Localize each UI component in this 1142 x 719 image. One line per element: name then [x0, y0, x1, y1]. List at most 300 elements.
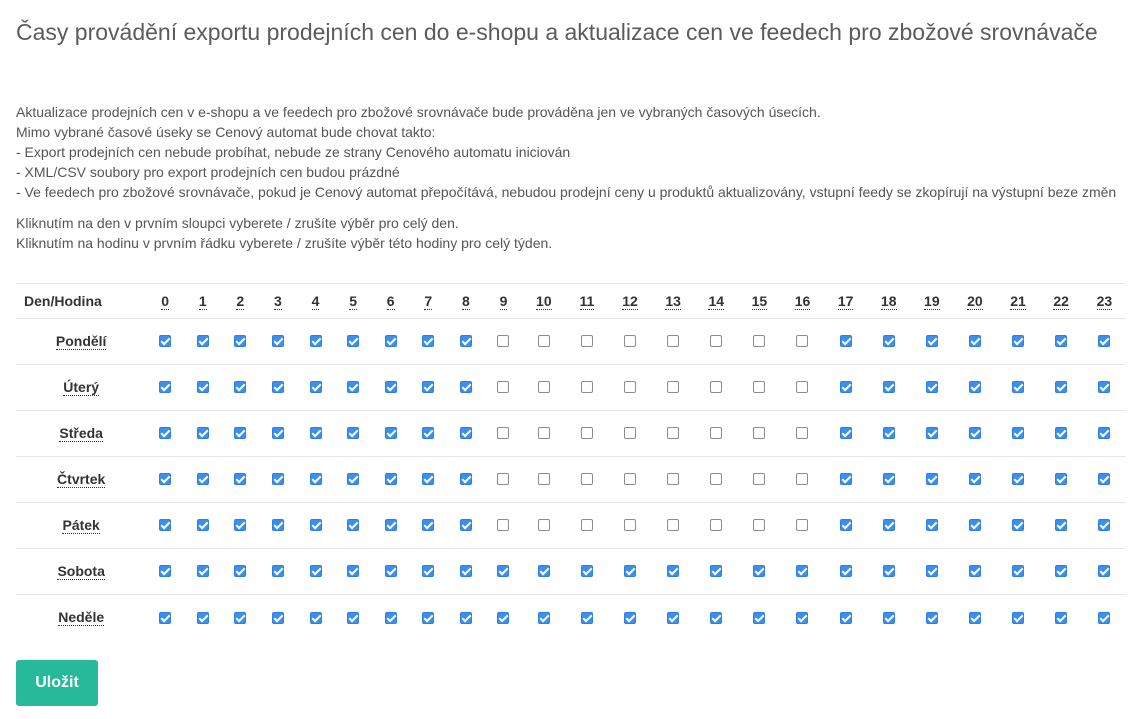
- checkbox-pondeli-9[interactable]: [497, 335, 509, 347]
- hour-cell: [334, 595, 372, 641]
- checkbox-pondeli-22[interactable]: [1055, 335, 1067, 347]
- description-line: Mimo vybrané časové úseky se Cenový automat bude chovat takto:: [16, 124, 436, 140]
- checkbox-pondeli-10[interactable]: [538, 335, 550, 347]
- checkbox-ctvrtek-15[interactable]: [753, 473, 765, 485]
- checkbox-utery-1[interactable]: [197, 381, 209, 393]
- hour-cell: [781, 319, 824, 365]
- hour-header-17: [824, 284, 867, 319]
- hour-header-15: [738, 284, 781, 319]
- checkbox-ctvrtek-16[interactable]: [796, 473, 808, 485]
- hour-cell: [259, 595, 297, 641]
- hour-toggle-23[interactable]: 23: [1096, 292, 1113, 309]
- hour-cell: [910, 457, 953, 503]
- description-line: - Export prodejních cen nebude probíhat, nebude ze strany Cenového automatu iniciován: [16, 144, 571, 160]
- checkbox-ctvrtek-9[interactable]: [497, 473, 509, 485]
- checkbox-patek-6[interactable]: [385, 519, 397, 531]
- hour-header-0: [146, 284, 184, 319]
- hour-cell: [522, 365, 565, 411]
- checkbox-streda-14[interactable]: [710, 427, 722, 439]
- checkbox-utery-16[interactable]: [796, 381, 808, 393]
- hour-cell: [447, 457, 485, 503]
- checkbox-pondeli-7[interactable]: [422, 335, 434, 347]
- hour-cell: [781, 457, 824, 503]
- checkbox-patek-18[interactable]: [883, 519, 895, 531]
- hour-cell: [996, 365, 1039, 411]
- checkbox-pondeli-5[interactable]: [347, 335, 359, 347]
- day-row-sobota: [16, 549, 1126, 595]
- hour-toggle-1[interactable]: 1: [198, 292, 207, 309]
- hour-cell: [334, 549, 372, 595]
- checkbox-nedele-20[interactable]: [969, 612, 981, 624]
- hour-cell: [334, 365, 372, 411]
- hour-cell: [447, 503, 485, 549]
- checkbox-ctvrtek-4[interactable]: [310, 473, 322, 485]
- checkbox-streda-10[interactable]: [538, 427, 550, 439]
- hour-cell: [522, 595, 565, 641]
- checkbox-patek-15[interactable]: [753, 519, 765, 531]
- checkbox-nedele-0[interactable]: [159, 612, 171, 624]
- checkbox-ctvrtek-2[interactable]: [234, 473, 246, 485]
- checkbox-pondeli-23[interactable]: [1098, 335, 1110, 347]
- checkbox-patek-19[interactable]: [926, 519, 938, 531]
- checkbox-nedele-18[interactable]: [883, 612, 895, 624]
- checkbox-utery-15[interactable]: [753, 381, 765, 393]
- checkbox-nedele-9[interactable]: [497, 612, 509, 624]
- hour-cell: [781, 503, 824, 549]
- hour-toggle-18[interactable]: 18: [880, 292, 897, 309]
- hour-cell: [372, 319, 410, 365]
- checkbox-sobota-17[interactable]: [840, 565, 852, 577]
- hour-toggle-3[interactable]: 3: [274, 292, 282, 309]
- checkbox-streda-16[interactable]: [796, 427, 808, 439]
- checkbox-patek-7[interactable]: [422, 519, 434, 531]
- checkbox-streda-8[interactable]: [460, 427, 472, 439]
- checkbox-patek-5[interactable]: [347, 519, 359, 531]
- checkbox-ctvrtek-7[interactable]: [422, 473, 434, 485]
- checkbox-utery-9[interactable]: [497, 381, 509, 393]
- hour-cell: [410, 319, 448, 365]
- hour-cell: [184, 411, 222, 457]
- checkbox-pondeli-11[interactable]: [581, 335, 593, 347]
- hour-toggle-5[interactable]: 5: [349, 292, 357, 309]
- checkbox-streda-1[interactable]: [197, 427, 209, 439]
- hour-toggle-15[interactable]: 15: [751, 292, 768, 309]
- checkbox-ctvrtek-17[interactable]: [840, 473, 852, 485]
- hour-cell: [485, 549, 523, 595]
- checkbox-pondeli-1[interactable]: [197, 335, 209, 347]
- hour-cell: [996, 411, 1039, 457]
- checkbox-sobota-3[interactable]: [272, 565, 284, 577]
- day-toggle-nedele[interactable]: Neděle: [58, 609, 105, 626]
- checkbox-pondeli-20[interactable]: [969, 335, 981, 347]
- checkbox-ctvrtek-20[interactable]: [969, 473, 981, 485]
- checkbox-utery-6[interactable]: [385, 381, 397, 393]
- hour-header-8: [447, 284, 485, 319]
- checkbox-patek-8[interactable]: [460, 519, 472, 531]
- checkbox-nedele-8[interactable]: [460, 612, 472, 624]
- checkbox-sobota-8[interactable]: [460, 565, 472, 577]
- checkbox-utery-0[interactable]: [159, 381, 171, 393]
- checkbox-streda-15[interactable]: [753, 427, 765, 439]
- hour-cell: [184, 365, 222, 411]
- hour-cell: [372, 365, 410, 411]
- checkbox-patek-11[interactable]: [581, 519, 593, 531]
- checkbox-streda-21[interactable]: [1012, 427, 1024, 439]
- checkbox-nedele-15[interactable]: [753, 612, 765, 624]
- checkbox-pondeli-19[interactable]: [926, 335, 938, 347]
- checkbox-streda-17[interactable]: [840, 427, 852, 439]
- checkbox-nedele-3[interactable]: [272, 612, 284, 624]
- hour-cell: [824, 319, 867, 365]
- checkbox-patek-22[interactable]: [1055, 519, 1067, 531]
- hour-cell: [410, 411, 448, 457]
- checkbox-ctvrtek-14[interactable]: [710, 473, 722, 485]
- checkbox-utery-4[interactable]: [310, 381, 322, 393]
- checkbox-patek-14[interactable]: [710, 519, 722, 531]
- checkbox-utery-12[interactable]: [624, 381, 636, 393]
- checkbox-patek-23[interactable]: [1098, 519, 1110, 531]
- checkbox-streda-2[interactable]: [234, 427, 246, 439]
- checkbox-streda-11[interactable]: [581, 427, 593, 439]
- checkbox-patek-2[interactable]: [234, 519, 246, 531]
- checkbox-pondeli-18[interactable]: [883, 335, 895, 347]
- hour-cell: [695, 411, 738, 457]
- day-toggle-patek[interactable]: Pátek: [62, 517, 100, 533]
- hour-cell: [410, 365, 448, 411]
- hour-cell: [738, 319, 781, 365]
- checkbox-nedele-10[interactable]: [538, 612, 550, 624]
- checkbox-ctvrtek-19[interactable]: [926, 473, 938, 485]
- checkbox-utery-23[interactable]: [1098, 381, 1110, 393]
- checkbox-utery-19[interactable]: [926, 381, 938, 393]
- checkbox-pondeli-13[interactable]: [667, 335, 679, 347]
- hour-toggle-19[interactable]: 19: [924, 292, 940, 309]
- checkbox-patek-9[interactable]: [497, 519, 509, 531]
- checkbox-pondeli-14[interactable]: [710, 335, 722, 347]
- hour-toggle-8[interactable]: 8: [461, 292, 470, 309]
- checkbox-ctvrtek-13[interactable]: [667, 473, 679, 485]
- checkbox-ctvrtek-5[interactable]: [347, 473, 359, 485]
- checkbox-streda-22[interactable]: [1055, 427, 1067, 439]
- hour-cell: [565, 503, 608, 549]
- hour-cell: [652, 319, 695, 365]
- hour-toggle-13[interactable]: 13: [665, 292, 681, 309]
- hour-toggle-6[interactable]: 6: [386, 292, 395, 309]
- checkbox-utery-21[interactable]: [1012, 381, 1024, 393]
- checkbox-utery-18[interactable]: [883, 381, 895, 393]
- hour-cell: [1083, 595, 1126, 641]
- hour-cell: [259, 549, 297, 595]
- checkbox-utery-20[interactable]: [969, 381, 981, 393]
- hour-cell: [184, 595, 222, 641]
- day-cell: [16, 365, 146, 411]
- checkbox-streda-4[interactable]: [310, 427, 322, 439]
- checkbox-sobota-16[interactable]: [796, 565, 808, 577]
- hour-toggle-12[interactable]: 12: [622, 292, 638, 309]
- checkbox-sobota-15[interactable]: [753, 565, 765, 577]
- hour-cell: [652, 457, 695, 503]
- checkbox-utery-14[interactable]: [710, 381, 722, 393]
- checkbox-utery-11[interactable]: [581, 381, 593, 393]
- checkbox-streda-13[interactable]: [667, 427, 679, 439]
- checkbox-pondeli-2[interactable]: [234, 335, 246, 347]
- hour-toggle-17[interactable]: 17: [837, 292, 854, 309]
- hour-cell: [1083, 457, 1126, 503]
- hour-cell: [738, 457, 781, 503]
- hour-header-19: [910, 284, 953, 319]
- hour-cell: [652, 503, 695, 549]
- checkbox-pondeli-0[interactable]: [159, 335, 171, 347]
- checkbox-nedele-12[interactable]: [624, 612, 636, 624]
- checkbox-streda-5[interactable]: [347, 427, 359, 439]
- checkbox-nedele-6[interactable]: [385, 612, 397, 624]
- checkbox-pondeli-8[interactable]: [460, 335, 472, 347]
- hour-cell: [738, 549, 781, 595]
- hour-header-1: [184, 284, 222, 319]
- checkbox-nedele-22[interactable]: [1055, 612, 1067, 624]
- checkbox-sobota-12[interactable]: [624, 565, 636, 577]
- hour-toggle-22[interactable]: 22: [1053, 292, 1069, 309]
- checkbox-sobota-18[interactable]: [883, 565, 895, 577]
- description-line: - XML/CSV soubory pro export prodejních cen budou prázdné: [16, 164, 400, 180]
- checkbox-sobota-0[interactable]: [159, 565, 171, 577]
- checkbox-streda-9[interactable]: [497, 427, 509, 439]
- hour-cell: [781, 365, 824, 411]
- hour-cell: [485, 365, 523, 411]
- checkbox-streda-18[interactable]: [883, 427, 895, 439]
- checkbox-streda-19[interactable]: [926, 427, 938, 439]
- day-row-utery: [16, 365, 1126, 411]
- checkbox-patek-3[interactable]: [272, 519, 284, 531]
- checkbox-sobota-22[interactable]: [1055, 565, 1067, 577]
- hour-cell: [652, 411, 695, 457]
- day-row-ctvrtek: [16, 457, 1126, 503]
- checkbox-utery-22[interactable]: [1055, 381, 1067, 393]
- checkbox-pondeli-15[interactable]: [753, 335, 765, 347]
- checkbox-utery-13[interactable]: [667, 381, 679, 393]
- hour-toggle-14[interactable]: 14: [708, 292, 725, 309]
- checkbox-sobota-10[interactable]: [538, 565, 550, 577]
- checkbox-ctvrtek-23[interactable]: [1098, 473, 1110, 485]
- description-line: Aktualizace prodejních cen v e-shopu a ve feedech pro zbožové srovnávače bude prováděna jen ve vybraných časových úsecích.: [16, 104, 821, 120]
- hour-cell: [372, 595, 410, 641]
- checkbox-pondeli-16[interactable]: [796, 335, 808, 347]
- hour-cell: [953, 319, 996, 365]
- hour-cell: [910, 595, 953, 641]
- hour-cell: [222, 411, 260, 457]
- checkbox-patek-4[interactable]: [310, 519, 322, 531]
- checkbox-pondeli-21[interactable]: [1012, 335, 1024, 347]
- checkbox-sobota-20[interactable]: [969, 565, 981, 577]
- checkbox-ctvrtek-10[interactable]: [538, 473, 550, 485]
- checkbox-utery-5[interactable]: [347, 381, 359, 393]
- checkbox-utery-2[interactable]: [234, 381, 246, 393]
- hour-cell: [953, 411, 996, 457]
- checkbox-ctvrtek-21[interactable]: [1012, 473, 1024, 485]
- hour-cell: [447, 319, 485, 365]
- checkbox-patek-20[interactable]: [969, 519, 981, 531]
- checkbox-sobota-11[interactable]: [581, 565, 593, 577]
- hour-cell: [910, 319, 953, 365]
- checkbox-patek-12[interactable]: [624, 519, 636, 531]
- day-cell: [16, 411, 146, 457]
- checkbox-ctvrtek-1[interactable]: [197, 473, 209, 485]
- hour-cell: [953, 457, 996, 503]
- checkbox-patek-10[interactable]: [538, 519, 550, 531]
- checkbox-ctvrtek-8[interactable]: [460, 473, 472, 485]
- checkbox-streda-12[interactable]: [624, 427, 636, 439]
- checkbox-nedele-17[interactable]: [840, 612, 852, 624]
- hour-cell: [609, 319, 652, 365]
- page-title: Časy provádění exportu prodejních cen do e-shopu a aktualizace cen ve feedech pro zbožové srovnávače: [16, 19, 1098, 45]
- checkbox-ctvrtek-6[interactable]: [385, 473, 397, 485]
- hour-cell: [372, 503, 410, 549]
- checkbox-streda-6[interactable]: [385, 427, 397, 439]
- checkbox-nedele-5[interactable]: [347, 612, 359, 624]
- checkbox-nedele-1[interactable]: [197, 612, 209, 624]
- hour-toggle-20[interactable]: 20: [967, 292, 983, 309]
- checkbox-sobota-9[interactable]: [497, 565, 509, 577]
- checkbox-utery-10[interactable]: [538, 381, 550, 393]
- checkbox-patek-21[interactable]: [1012, 519, 1024, 531]
- checkbox-nedele-21[interactable]: [1012, 612, 1024, 624]
- hour-cell: [485, 319, 523, 365]
- hour-cell: [609, 411, 652, 457]
- hour-cell: [1040, 319, 1083, 365]
- checkbox-sobota-4[interactable]: [310, 565, 322, 577]
- checkbox-pondeli-6[interactable]: [385, 335, 397, 347]
- hour-toggle-9[interactable]: 9: [499, 292, 508, 309]
- checkbox-nedele-11[interactable]: [581, 612, 593, 624]
- hour-cell: [410, 549, 448, 595]
- checkbox-streda-3[interactable]: [272, 427, 284, 439]
- checkbox-sobota-2[interactable]: [234, 565, 246, 577]
- checkbox-sobota-14[interactable]: [710, 565, 722, 577]
- hour-cell: [565, 549, 608, 595]
- checkbox-nedele-19[interactable]: [926, 612, 938, 624]
- save-button[interactable]: Uložit: [16, 660, 98, 706]
- checkbox-utery-7[interactable]: [422, 381, 434, 393]
- hour-cell: [259, 319, 297, 365]
- checkbox-patek-13[interactable]: [667, 519, 679, 531]
- hour-toggle-11[interactable]: 11: [579, 292, 595, 309]
- checkbox-patek-16[interactable]: [796, 519, 808, 531]
- hour-cell: [447, 365, 485, 411]
- hour-cell: [867, 457, 910, 503]
- day-toggle-streda[interactable]: Středa: [59, 425, 103, 441]
- hour-toggle-2[interactable]: 2: [236, 292, 245, 309]
- hour-cell: [1040, 457, 1083, 503]
- checkbox-patek-0[interactable]: [159, 519, 171, 531]
- checkbox-ctvrtek-18[interactable]: [883, 473, 895, 485]
- hour-toggle-16[interactable]: 16: [794, 292, 811, 309]
- hour-cell: [565, 595, 608, 641]
- checkbox-pondeli-12[interactable]: [624, 335, 636, 347]
- hour-cell: [996, 319, 1039, 365]
- hour-header-13: [652, 284, 695, 319]
- hour-toggle-21[interactable]: 21: [1010, 292, 1026, 309]
- checkbox-ctvrtek-22[interactable]: [1055, 473, 1067, 485]
- checkbox-patek-17[interactable]: [840, 519, 852, 531]
- hour-cell: [1083, 365, 1126, 411]
- checkbox-nedele-7[interactable]: [422, 612, 434, 624]
- hint-line: Kliknutím na hodinu v prvním řádku vyberete / zrušíte výběr této hodiny pro celý týden.: [16, 235, 553, 251]
- checkbox-streda-7[interactable]: [422, 427, 434, 439]
- hour-cell: [1083, 411, 1126, 457]
- hour-cell: [996, 549, 1039, 595]
- checkbox-patek-1[interactable]: [197, 519, 209, 531]
- checkbox-ctvrtek-0[interactable]: [159, 473, 171, 485]
- day-toggle-pondeli[interactable]: Pondělí: [55, 333, 107, 349]
- checkbox-utery-8[interactable]: [460, 381, 472, 393]
- hour-cell: [522, 503, 565, 549]
- checkbox-ctvrtek-11[interactable]: [581, 473, 593, 485]
- checkbox-pondeli-17[interactable]: [840, 335, 852, 347]
- checkbox-sobota-6[interactable]: [385, 565, 397, 577]
- hour-cell: [609, 365, 652, 411]
- hour-header-10: [522, 284, 565, 319]
- hour-toggle-4[interactable]: 4: [311, 292, 320, 309]
- hour-toggle-10[interactable]: 10: [536, 292, 552, 309]
- checkbox-utery-17[interactable]: [840, 381, 852, 393]
- hour-cell: [485, 411, 523, 457]
- checkbox-sobota-19[interactable]: [926, 565, 938, 577]
- checkbox-streda-0[interactable]: [159, 427, 171, 439]
- hour-cell: [485, 503, 523, 549]
- checkbox-sobota-1[interactable]: [197, 565, 209, 577]
- checkbox-ctvrtek-3[interactable]: [272, 473, 284, 485]
- hour-toggle-7[interactable]: 7: [424, 292, 433, 309]
- checkbox-nedele-23[interactable]: [1098, 612, 1110, 624]
- checkbox-sobota-13[interactable]: [667, 565, 679, 577]
- checkbox-pondeli-4[interactable]: [310, 335, 322, 347]
- hour-cell: [1040, 503, 1083, 549]
- checkbox-streda-23[interactable]: [1098, 427, 1110, 439]
- hour-cell: [867, 503, 910, 549]
- checkbox-sobota-23[interactable]: [1098, 565, 1110, 577]
- checkbox-sobota-21[interactable]: [1012, 565, 1024, 577]
- hour-cell: [485, 457, 523, 503]
- checkbox-sobota-5[interactable]: [347, 565, 359, 577]
- checkbox-ctvrtek-12[interactable]: [624, 473, 636, 485]
- hour-cell: [609, 595, 652, 641]
- hour-toggle-0[interactable]: 0: [161, 292, 170, 309]
- hour-cell: [824, 595, 867, 641]
- checkbox-nedele-16[interactable]: [796, 612, 808, 624]
- checkbox-nedele-4[interactable]: [310, 612, 322, 624]
- hour-cell: [222, 549, 260, 595]
- hour-cell: [695, 457, 738, 503]
- hour-cell: [695, 503, 738, 549]
- checkbox-nedele-13[interactable]: [667, 612, 679, 624]
- checkbox-sobota-7[interactable]: [422, 565, 434, 577]
- checkbox-nedele-14[interactable]: [710, 612, 722, 624]
- hour-cell: [953, 549, 996, 595]
- hour-cell: [184, 549, 222, 595]
- hour-cell: [910, 411, 953, 457]
- checkbox-streda-20[interactable]: [969, 427, 981, 439]
- checkbox-nedele-2[interactable]: [234, 612, 246, 624]
- day-toggle-ctvrtek[interactable]: Čtvrtek: [57, 471, 106, 487]
- day-toggle-utery[interactable]: Úterý: [63, 379, 100, 395]
- checkbox-utery-3[interactable]: [272, 381, 284, 393]
- hour-cell: [609, 549, 652, 595]
- day-toggle-sobota[interactable]: Sobota: [57, 563, 105, 579]
- hour-cell: [372, 457, 410, 503]
- hour-cell: [824, 549, 867, 595]
- hour-cell: [781, 595, 824, 641]
- checkbox-pondeli-3[interactable]: [272, 335, 284, 347]
